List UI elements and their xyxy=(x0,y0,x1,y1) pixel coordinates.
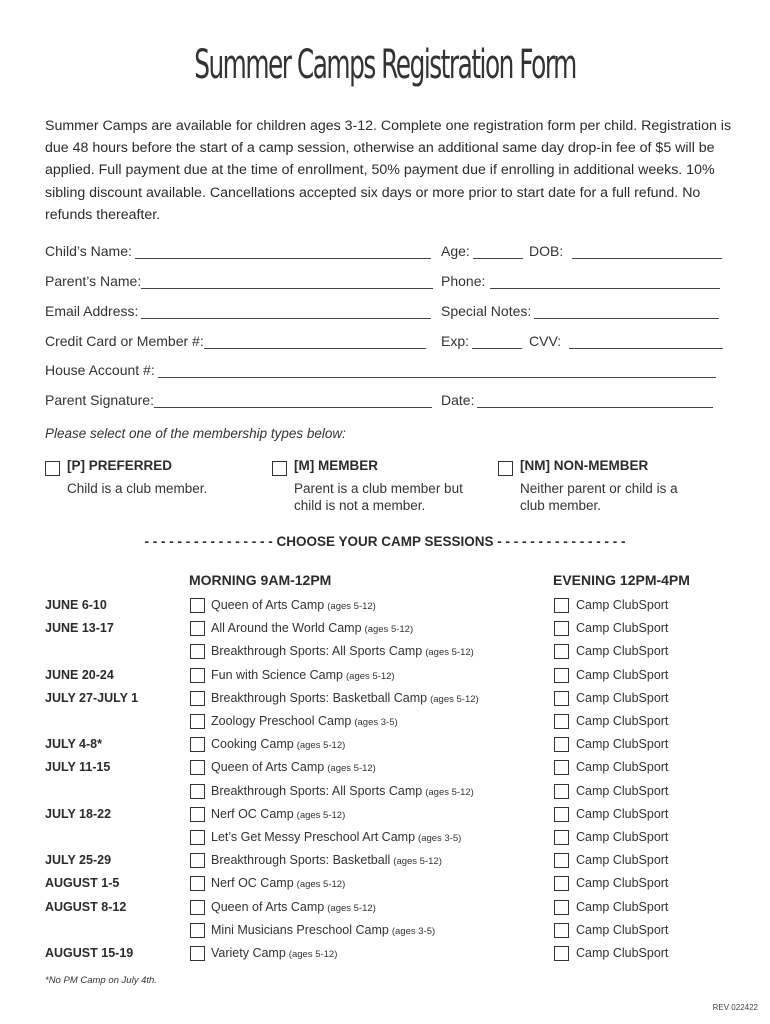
evening-camp-checkbox[interactable] xyxy=(554,668,569,683)
camp-ages: (ages 5-12) xyxy=(393,856,442,868)
member-title: [M] MEMBER xyxy=(294,458,378,473)
camp-ages: (ages 5-12) xyxy=(327,902,376,914)
camp-name: Queen of Arts Camp xyxy=(211,598,325,612)
evening-camp-label: Camp ClubSport xyxy=(576,690,669,705)
morning-camp-label xyxy=(211,876,345,890)
camp-name: Cooking Camp xyxy=(211,737,294,752)
evening-camp-label: Camp ClubSport xyxy=(576,783,669,798)
date-field[interactable] xyxy=(441,392,713,408)
child-name-field[interactable] xyxy=(45,243,431,259)
email-field[interactable] xyxy=(45,303,431,319)
evening-camp-label: Camp ClubSport xyxy=(576,760,669,775)
morning-camp-label xyxy=(211,737,345,751)
preferred-checkbox[interactable] xyxy=(45,461,60,476)
credit-card-field[interactable] xyxy=(45,333,426,349)
evening-camp-label: Camp ClubSport xyxy=(576,922,669,937)
session-row xyxy=(0,666,770,689)
evening-camp-label: Camp ClubSport xyxy=(576,806,669,821)
child-name-line[interactable] xyxy=(135,246,431,259)
camp-ages: (ages 3-5) xyxy=(418,833,462,844)
camp-ages: (ages 3-5) xyxy=(354,717,398,728)
morning-camp-checkbox[interactable] xyxy=(190,621,205,636)
evening-camp-checkbox[interactable] xyxy=(554,784,569,799)
session-row xyxy=(0,782,770,805)
camp-name: Variety Camp xyxy=(211,946,286,960)
cvv-label: CVV: xyxy=(529,333,562,349)
camp-name: Breakthrough Sports: All Sports Camp xyxy=(211,783,423,798)
session-row xyxy=(0,874,770,897)
camp-name: Zoology Preschool Camp xyxy=(211,714,352,728)
child-name-label: Child’s Name: xyxy=(45,243,132,259)
dob-label: DOB: xyxy=(529,243,564,259)
camp-ages: (ages 5-12) xyxy=(296,809,346,821)
morning-camp-label xyxy=(211,621,413,635)
date-line[interactable] xyxy=(477,395,713,408)
morning-camp-checkbox[interactable] xyxy=(190,644,205,659)
camp-name: Nerf OC Camp xyxy=(211,876,294,891)
camp-ages: (ages 5-12) xyxy=(288,949,338,960)
evening-camp-checkbox[interactable] xyxy=(554,644,569,659)
evening-camp-label: Camp ClubSport xyxy=(576,830,669,844)
evening-camp-checkbox[interactable] xyxy=(554,737,569,752)
phone-field[interactable] xyxy=(441,273,720,289)
dob-field[interactable] xyxy=(529,243,722,259)
session-date: JUNE 20-24 xyxy=(45,667,114,682)
camp-ages: (ages 5-12) xyxy=(296,879,346,891)
camp-ages: (ages 5-12) xyxy=(425,786,474,798)
morning-camp-label xyxy=(211,900,376,914)
session-row xyxy=(0,642,770,665)
session-date: JULY 27-JULY 1 xyxy=(45,690,139,705)
morning-camp-label xyxy=(211,598,376,612)
cvv-field[interactable] xyxy=(529,333,723,349)
evening-camp-label: Camp ClubSport xyxy=(576,737,669,752)
session-row xyxy=(0,712,770,735)
camp-ages: (ages 5-12) xyxy=(327,601,376,612)
session-date: AUGUST 8-12 xyxy=(45,899,127,914)
sessions-heading: - - - - - - - - - - - - - - - - CHOOSE YOUR CAMP SESSIONS - - - - - - - - - - - - - - - - xyxy=(144,534,626,549)
morning-camp-checkbox[interactable] xyxy=(190,668,205,683)
non-member-title: [NM] NON-MEMBER xyxy=(520,458,649,473)
morning-camp-label xyxy=(211,691,479,705)
email-line[interactable] xyxy=(141,306,431,319)
morning-camp-checkbox[interactable] xyxy=(190,714,205,729)
session-date: JULY 25-29 xyxy=(45,853,112,868)
camp-name: Nerf OC Camp xyxy=(211,806,294,821)
camp-name: Breakthrough Sports: Basketball xyxy=(211,853,391,868)
session-date: JUNE 13-17 xyxy=(45,621,114,636)
non-member-desc: Neither parent or child is a club member. xyxy=(520,481,678,513)
evening-camp-label: Camp ClubSport xyxy=(576,621,669,636)
session-row xyxy=(0,898,770,921)
evening-camp-label: Camp ClubSport xyxy=(576,644,669,659)
camp-ages: (ages 3-5) xyxy=(391,925,436,937)
camp-name: Queen of Arts Camp xyxy=(211,760,325,775)
session-row xyxy=(0,828,770,851)
session-row xyxy=(0,805,770,828)
evening-camp-checkbox[interactable] xyxy=(554,946,569,961)
intro-paragraph: Summer Camps are available for children ages 3-12. Complete one registration form per child. Registration is due 48 hours before the start of a camp session, otherwise an additional same day drop-in fee of $5 will be applied. Full payment due at the time of enrollment, 50% payment due if enrolling in additional weeks. 10% sibling discount available. Cancellations accepted six days or more prior to start date for a full refund. No refunds thereafter. xyxy=(45,118,732,223)
camp-name: Let’s Get Messy Preschool Art Camp xyxy=(211,830,416,844)
parent-signature-line[interactable] xyxy=(154,395,432,408)
evening-camp-checkbox[interactable] xyxy=(554,876,569,891)
evening-camp-checkbox[interactable] xyxy=(554,598,569,613)
footnote: *No PM Camp on July 4th. xyxy=(45,975,157,986)
session-row xyxy=(0,944,770,967)
credit-card-line[interactable] xyxy=(204,336,426,349)
special-notes-label: Special Notes: xyxy=(441,303,532,319)
dob-line[interactable] xyxy=(572,246,722,259)
morning-header: MORNING 9AM-12PM xyxy=(189,572,332,588)
form-title: Summer Camps Registration Form xyxy=(194,42,576,88)
morning-camp-checkbox[interactable] xyxy=(190,760,205,775)
evening-camp-label: Camp ClubSport xyxy=(576,714,669,728)
morning-camp-checkbox[interactable] xyxy=(190,830,205,845)
special-notes-line[interactable] xyxy=(534,306,719,319)
session-date: AUGUST 1-5 xyxy=(45,876,120,891)
morning-camp-checkbox[interactable] xyxy=(190,598,205,613)
morning-camp-label xyxy=(211,760,376,774)
email-label: Email Address: xyxy=(45,303,139,319)
non-member-checkbox[interactable] xyxy=(498,461,513,476)
evening-camp-checkbox[interactable] xyxy=(554,853,569,868)
house-account-line[interactable] xyxy=(158,365,716,378)
session-date: JULY 11-15 xyxy=(45,760,111,775)
session-row xyxy=(0,851,770,874)
camp-ages: (ages 5-12) xyxy=(346,670,395,682)
credit-card-label: Credit Card or Member #: xyxy=(45,333,204,349)
evening-camp-label: Camp ClubSport xyxy=(576,667,669,682)
age-line[interactable] xyxy=(473,246,523,259)
session-row xyxy=(0,596,770,619)
morning-camp-checkbox[interactable] xyxy=(190,900,205,915)
age-field[interactable] xyxy=(441,243,523,259)
evening-camp-label: Camp ClubSport xyxy=(576,853,669,868)
parent-name-line[interactable] xyxy=(141,276,433,289)
session-date: JUNE 6-10 xyxy=(45,598,107,612)
exp-field[interactable] xyxy=(441,333,522,349)
date-label: Date: xyxy=(441,392,475,408)
morning-camp-checkbox[interactable] xyxy=(190,737,205,752)
morning-camp-label xyxy=(211,784,474,798)
camp-ages: (ages 5-12) xyxy=(296,740,346,752)
phone-label: Phone: xyxy=(441,273,486,289)
evening-camp-checkbox[interactable] xyxy=(554,830,569,845)
camp-name: All Around the World Camp xyxy=(211,621,362,636)
camp-name: Breakthrough Sports: Basketball Camp xyxy=(211,690,428,705)
morning-camp-checkbox[interactable] xyxy=(190,876,205,891)
morning-camp-label xyxy=(211,923,435,937)
age-label: Age: xyxy=(441,243,470,259)
parent-signature-field[interactable] xyxy=(45,392,432,408)
evening-camp-checkbox[interactable] xyxy=(554,621,569,636)
membership-prompt: Please select one of the membership types below: xyxy=(45,426,346,441)
camp-name: Fun with Science Camp xyxy=(211,667,344,682)
evening-camp-label: Camp ClubSport xyxy=(576,899,669,914)
morning-camp-checkbox[interactable] xyxy=(190,923,205,938)
morning-camp-checkbox[interactable] xyxy=(190,946,205,961)
morning-camp-checkbox[interactable] xyxy=(190,691,205,706)
parent-name-label: Parent’s Name: xyxy=(45,273,142,289)
preferred-title: [P] PREFERRED xyxy=(67,458,173,473)
morning-camp-checkbox[interactable] xyxy=(190,807,205,822)
evening-camp-checkbox[interactable] xyxy=(554,691,569,706)
morning-camp-label xyxy=(211,946,337,960)
session-row xyxy=(0,689,770,712)
session-date: JULY 18-22 xyxy=(45,806,112,821)
session-row xyxy=(0,758,770,781)
morning-camp-label xyxy=(211,644,474,658)
session-date: AUGUST 15-19 xyxy=(45,946,134,960)
morning-camp-label xyxy=(211,830,461,844)
morning-camp-label xyxy=(211,668,395,682)
evening-header: EVENING 12PM-4PM xyxy=(553,572,690,588)
exp-label: Exp: xyxy=(441,333,470,349)
camp-name: Mini Musicians Preschool Camp xyxy=(211,922,389,937)
revision-code: REV 022422 xyxy=(712,1003,758,1012)
session-row xyxy=(0,921,770,944)
camp-ages: (ages 5-12) xyxy=(327,763,376,775)
morning-camp-checkbox[interactable] xyxy=(190,853,205,868)
special-notes-field[interactable] xyxy=(441,303,719,319)
preferred-desc: Child is a club member. xyxy=(67,481,208,496)
member-desc: Parent is a club member but child is not a member. xyxy=(294,481,463,513)
evening-camp-label: Camp ClubSport xyxy=(576,876,669,891)
evening-camp-checkbox[interactable] xyxy=(554,714,569,729)
member-checkbox[interactable] xyxy=(272,461,287,476)
camp-ages: (ages 5-12) xyxy=(430,693,479,705)
camp-name: Breakthrough Sports: All Sports Camp xyxy=(211,644,423,659)
morning-camp-checkbox[interactable] xyxy=(190,784,205,799)
evening-camp-checkbox[interactable] xyxy=(554,923,569,938)
house-account-label: House Account #: xyxy=(45,362,155,378)
camp-ages: (ages 5-12) xyxy=(364,624,414,636)
evening-camp-label: Camp ClubSport xyxy=(576,946,669,960)
session-row xyxy=(0,619,770,642)
evening-camp-checkbox[interactable] xyxy=(554,760,569,775)
camp-ages: (ages 5-12) xyxy=(425,647,474,659)
morning-camp-label xyxy=(211,714,398,728)
cvv-line[interactable] xyxy=(569,336,723,349)
parent-name-field[interactable] xyxy=(45,273,433,289)
evening-camp-checkbox[interactable] xyxy=(554,807,569,822)
morning-camp-label xyxy=(211,853,442,867)
parent-signature-label: Parent Signature: xyxy=(45,392,154,408)
session-row xyxy=(0,735,770,758)
evening-camp-label: Camp ClubSport xyxy=(576,598,669,612)
session-date: JULY 4-8* xyxy=(45,737,102,752)
morning-camp-label xyxy=(211,807,345,821)
evening-camp-checkbox[interactable] xyxy=(554,900,569,915)
house-account-field[interactable] xyxy=(45,362,716,378)
phone-line[interactable] xyxy=(490,276,720,289)
exp-line[interactable] xyxy=(472,336,522,349)
camp-name: Queen of Arts Camp xyxy=(211,899,325,914)
